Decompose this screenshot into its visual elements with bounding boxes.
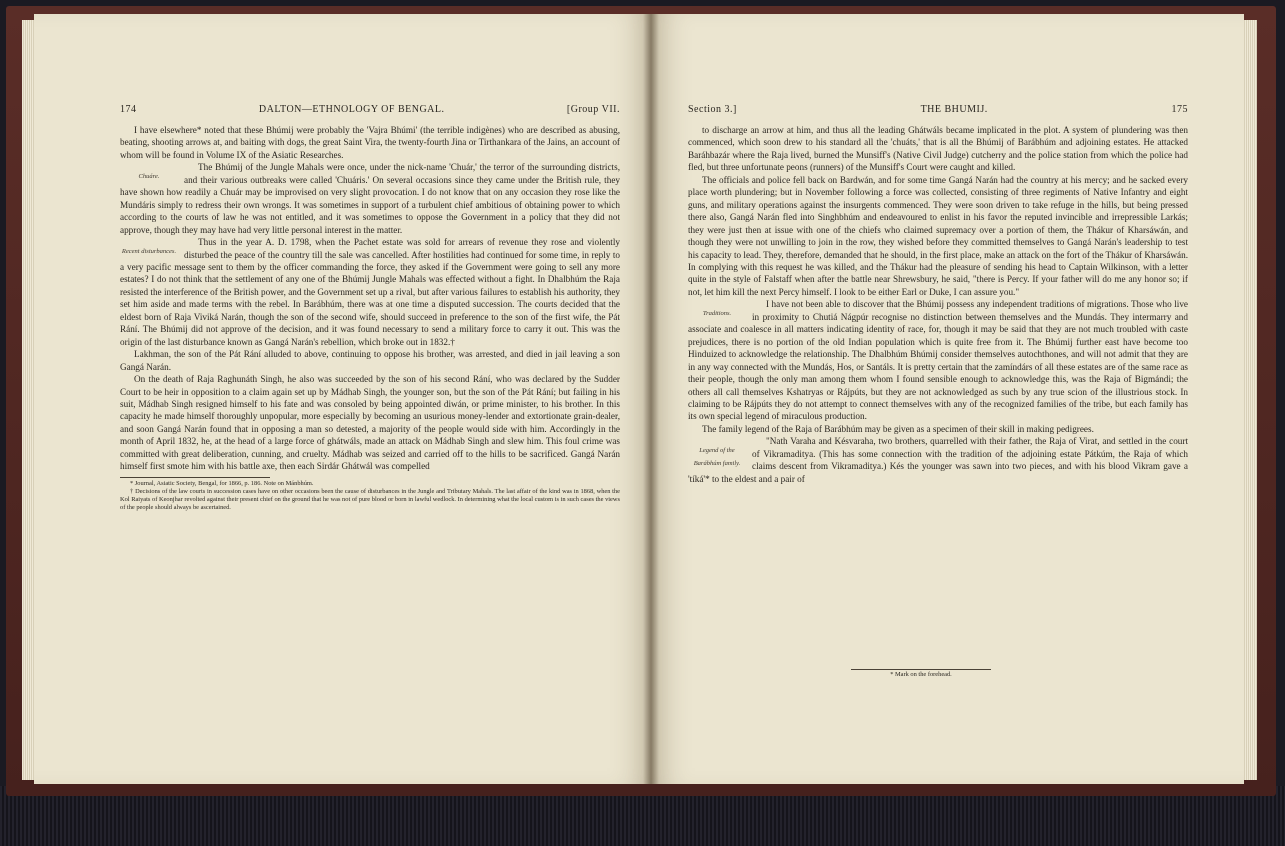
right-page <box>651 14 1244 784</box>
running-head: THE BHUMIJ. <box>920 104 988 115</box>
side-note: Recent disturbances. <box>121 248 177 256</box>
side-note: Traditions. <box>702 310 732 318</box>
paragraph: "Nath Varaha and Késvaraha, two brothers, quarrelled with their father, the Raja of Virat, and settled in the court of Vikramaditya. (This has some connection with the tradition of the adjoining estate Pátkúm, the Raja of which claims descent from Vikramaditya.) Kés the younger was sawn into two pieces, and with his blood Vikram gave a 'tíká'* to the eldest and a pair of <box>688 436 1188 484</box>
page-edges-right <box>1243 20 1257 780</box>
paragraph: Lakhman, the son of the Pát Rání alluded to above, continuing to oppose his brother, was arrested, and died in jail leaving a son Gangá Narán. <box>120 349 620 372</box>
left-page-text <box>120 124 620 512</box>
footnote: * Journal, Asiatic Society, Bengal, for 1866, p. 186. Note on Mánbhúm. <box>130 479 314 487</box>
series-label: Section 3.] <box>688 104 737 115</box>
paragraph: The officials and police fell back on Bardwán, and for some time Gangá Narán had the country at his mercy; and he sacked every place worth plundering; but in November following a force was collected, consisting of three regiments of Native Infantry and eight guns, and military operations against the insurgents commenced. They were soon driven to take refuge in the hills, but being pressed there also, Gangá Narán fled into Singhbhúm and endeavoured to enlist in his favor the reputed invincible and irrepressible Larkás; they were just then at issue with one of the chiefs who claimed supremacy over a portion of them, the Thákur of Kharsáwán, and though they were not unwilling to join in the row, they wished before they committed themselves to Gangá Narán's leadership to test his capacity to lead. They, therefore, demanded that he should, in the first place, make an attack on the fort of the Thákur of Kharsáwán. In complying with this request he was killed, and the Thákur had the pleasure of sending his head to Captain Wilkinson, with a letter quite in the style of Falstaff when after the battle near Shrewsbury, he said, "there is Percy. If your father will do me any honor so; if not, let him kill the next Percy himself. I look to be either Earl or Duke, I can assure you." <box>688 174 1188 297</box>
page-number: 174 <box>120 104 137 115</box>
paragraph: Thus in the year A. D. 1798, when the Pachet estate was sold for arrears of revenue they rose and violently disturbed the peace of the country till the sale was cancelled. After hostilities had continued for some time, in reply to a very pacific message sent to them by the officer commanding the force, they asked if the Government were going to sell any more estates? I do not think that the settlement of any one of the Bhúmij Jungle Mahals was effected without a fight. In Dhalbhúm the Raja resisted the interference of the British power, and the Government set up a rival, but after various failures to establish his authority, they set him aside and made terms with the rebel. In Barábhúm, there was at one time a disputed succession. The courts decided that the eldest born of Raja Viviká Narán, though the son of the second wife, should succeed in preference to the son of the first wife, the Pát Rání. The Bhúmij did not approve of the decision, and it was found necessary to send a military force to carry it out. This was the origin of the last disturbance known as Gangá Narán's rebellion, which broke out in 1832.† <box>120 237 620 347</box>
footnote-rule <box>120 477 270 478</box>
footnote: † Decisions of the law courts in succession cases have on other occasions been the cause of disturbances in the Jungle and Tributary Mahals. The last affair of the kind was in 1868, when the Kol Raiyats of Keonjhar revolted against their present chief on the ground that he was not of pure blood or born in lawful wedlock. In determining what the local custom is in such cases the views of the people should always be ascertained. <box>120 487 620 511</box>
left-page <box>34 14 651 784</box>
book-gutter <box>643 14 659 784</box>
right-page-header <box>688 104 1188 115</box>
group-label: [Group VII. <box>566 104 620 115</box>
side-note: Chuáre. <box>138 173 160 181</box>
right-page-text <box>688 124 1188 485</box>
page-number: 175 <box>1171 104 1188 115</box>
paragraph: to discharge an arrow at him, and thus all the leading Ghátwáls became implicated in the plot. A system of plundering was then commenced, which soon drew to his standard all the 'chuáts,' that is all the Bhúmij of Barábhúm and adjoining estates. He attacked Baráhbazár where the Raja lived, burned the Munsiff's (Native Civil Judge) cutcherry and the police station from which the police had fled, but three unfortunate peons (runners) of the Munsiff's Court were caught and killed. <box>688 125 1188 173</box>
paragraph: The Bhúmij of the Jungle Mahals were once, under the nick-name 'Chuár,' the terror of the surrounding districts, and their various outbreaks were called 'Chuáris.' On several occasions since they came under the British rule, they have shown how readily a Chuár may be improvised on very slight provocation. I do not know that on any occasion they rose like the Mundáris simply to redress their own wrongs. It was sometimes in support of a turbulent chief ambitious of obtaining power to which according to the courts of law he was not entitled, and it was sometimes to oppose the Government in a policy that they did not approve, though they may have had very little personal interest in the matter. <box>120 162 620 235</box>
paragraph: The family legend of the Raja of Barábhúm may be given as a specimen of their skill in making pedigrees. <box>702 423 1094 434</box>
footnote: * Mark on the forehead. <box>851 669 991 678</box>
paragraph: I have elsewhere* noted that these Bhúmij were probably the 'Vajra Bhúmi' (the terrible indigènes) who are described as abusing, beating, shooting arrows at, and baiting with dogs, the great Saint Vira, the twenty-fourth Jina or Tirthankara of the Jains, an account of whom will be found in Volume IX of the Asiatic Researches. <box>120 125 620 160</box>
left-page-header <box>120 104 620 115</box>
footnotes <box>120 480 620 512</box>
side-note: Legend of the Barábhúm family. <box>693 447 741 467</box>
paragraph: On the death of Raja Raghunáth Singh, he also was succeeded by the son of his second Rání, who was declared by the Sudder Court to be heir in opposition to a claim again set up by Mádhab Singh, the younger son, but the son of the Pát Rání; but failing in his suit, Mádhab Singh resigned himself to his fate and was consoled by being appointed diwán, or prime minister, to his brother. In this capacity he made himself thoroughly unpopular, more especially by becoming an usurious money-lender and extortionate grain-dealer, and soon Gangá Narán found that in opposing a man so detested, a majority of the people would side with him. Accordingly in the month of April 1832, he, at the head of a large force of ghátwáls, made an attack on Mádhab Singh and slew him. This foul crime was committed with great deliberation, cunning, and cruelty. Mádhab was seized and carried off to the hills to be sacrificed. Gangá Narán himself first smote him with his battle axe, then each Sirdár Ghátwál was compelled <box>120 374 620 472</box>
paragraph: I have not been able to discover that the Bhúmij possess any independent traditions of migrations. Those who live in proximity to Chutiá Nágpúr recognise no distinction between themselves and the Mundás. They intermarry and associate and coalesce in all matters indicating identity of race, for, though it may be said that they are not much troubled with caste prejudices, there is no portion of the old Indian population which is quite free from it. The Bhúmij further east have become too Hinduized to acknowledge the relationship. The Dhalbhúm Bhúmij consider themselves autochthones, and will not admit that they are in any way connected with the Mundás, Hos, or Santáls. It is pretty certain that the zamíndárs of all these estates are of the same race as their people, though the only man among them whom I found sensible enough to acknowledge this, was the Raja of Bigmándi; the others all call themselves Kshatryas or Rájpúts, but they are not acknowledged as such by any true scion of the illustrious stock. In claiming to be Rájpúts they do not attempt to connect themselves with any of the recognized families of the tribe, but each family has its own special legend of miraculous production. <box>688 299 1188 422</box>
running-head: DALTON—ETHNOLOGY OF BENGAL. <box>258 104 445 115</box>
